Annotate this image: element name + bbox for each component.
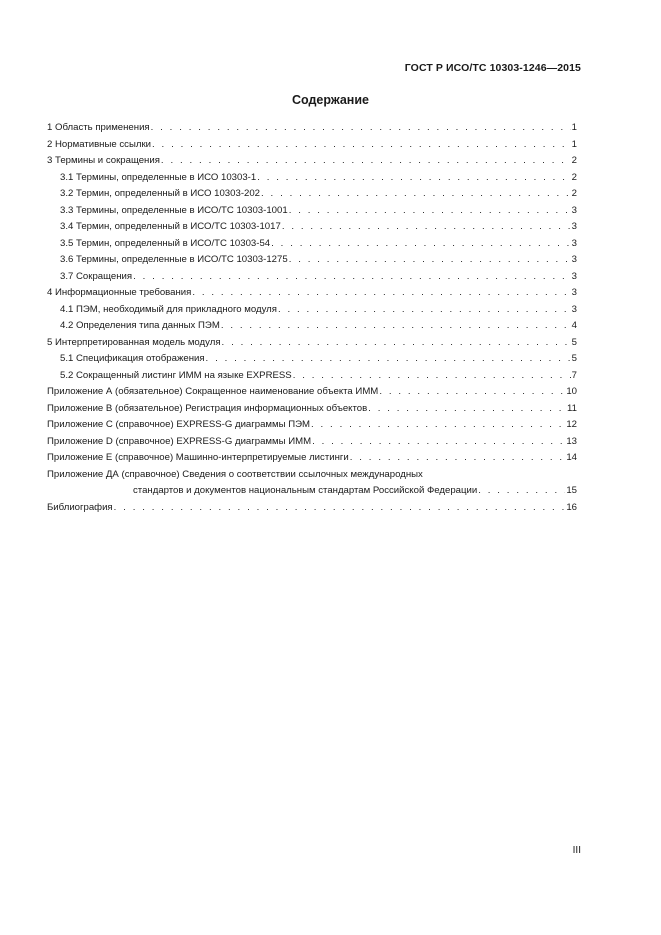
leader-dots <box>293 368 571 385</box>
toc-entry-page: 3 <box>571 254 577 265</box>
toc-entry[interactable] <box>47 137 577 154</box>
leader-dots <box>261 186 571 203</box>
toc-entry-label: 3.6 Термины, определенные в ИСО/ТС 10303-1275 <box>60 254 288 265</box>
toc-entry[interactable] <box>47 335 577 352</box>
toc-entry-page: 3 <box>571 204 577 216</box>
toc-entry-label: 3.4 Термин, определенный в ИСО/ТС 10303-1017 <box>60 221 281 232</box>
toc-entry-label: Приложение D (справочное) EXPRESS-G диаграммы ИММ <box>47 435 312 447</box>
toc-subentry[interactable] <box>47 351 577 368</box>
toc-entry-page: 11 <box>567 402 577 414</box>
toc-entry[interactable] <box>47 153 577 170</box>
toc-entry-page: 2 <box>571 188 577 199</box>
toc-entry-label: 5 Интерпретированная модель модуля <box>47 336 221 348</box>
toc-entry-label: 3.5 Термин, определенный в ИСО/ТС 10303-54 <box>60 237 271 249</box>
toc-subentry[interactable] <box>47 252 577 269</box>
leader-dots <box>222 335 571 352</box>
toc-entry-label: 1 Область применения <box>47 122 150 133</box>
leader-dots <box>221 318 571 335</box>
leader-dots <box>289 252 571 269</box>
toc-entry-annex[interactable] <box>47 434 577 451</box>
toc-subentry[interactable] <box>47 318 577 335</box>
toc-entry-label: 5.1 Спецификация отображения <box>60 353 205 364</box>
leader-dots <box>350 450 566 467</box>
leader-dots <box>282 219 571 236</box>
toc-subentry[interactable] <box>47 170 577 187</box>
document-code: ГОСТ Р ИСО/ТС 10303-1246—2015 <box>404 62 581 74</box>
leader-dots <box>368 401 566 418</box>
toc-entry-page: 13 <box>566 435 577 447</box>
toc-entry-page: 3 <box>571 221 577 232</box>
toc-entry-label: Приложение Е (справочное) Машинно-интерпретируемые листинги <box>47 452 349 463</box>
toc-entry-page: 10 <box>566 386 577 397</box>
toc-entry-page: 7 <box>571 369 577 381</box>
toc-entry-label: Приложение С (справочное) EXPRESS-G диаграммы ПЭМ <box>47 419 310 430</box>
toc-entry-label: 3.2 Термин, определенный в ИСО 10303-202 <box>60 188 261 199</box>
toc-entry-annex[interactable] <box>47 384 577 401</box>
toc-entry-annex[interactable] <box>47 450 577 467</box>
toc-entry-label-line2: стандартов и документов национальным стандартам Российской Федерации <box>133 485 478 496</box>
toc-entry[interactable] <box>47 120 577 137</box>
toc-entry-label: 4.1 ПЭМ, необходимый для прикладного модуля <box>60 303 277 315</box>
leader-dots <box>289 203 571 220</box>
toc-entry-label: 3.1 Термины, определенные в ИСО 10303-1 <box>60 171 257 183</box>
toc-entry-page: 12 <box>566 419 577 430</box>
leader-dots <box>257 170 570 187</box>
toc-entry-label: 3.3 Термины, определенные в ИСО/ТС 10303-1001 <box>60 204 288 216</box>
toc-entry-label: 3.7 Сокращения <box>60 270 133 282</box>
page-number: III <box>572 845 581 856</box>
leader-dots <box>161 153 571 170</box>
toc-entry-label: Приложение В (обязательное) Регистрация информационных объектов <box>47 402 368 414</box>
leader-dots <box>478 483 565 500</box>
leader-dots <box>379 384 565 401</box>
leader-dots <box>133 269 571 286</box>
toc-entry-label-line1: Приложение ДА (справочное) Сведения о соответствии ссылочных международных <box>47 468 423 480</box>
toc-entry-bibliography[interactable] <box>47 500 577 517</box>
toc-entry-label: Библиография <box>47 501 113 513</box>
toc-subentry[interactable] <box>47 236 577 253</box>
toc-entry[interactable] <box>47 285 577 302</box>
leader-dots <box>311 417 565 434</box>
toc-subentry[interactable] <box>47 368 577 385</box>
toc-subentry[interactable] <box>47 269 577 286</box>
toc-entry-page: 3 <box>571 303 577 315</box>
toc-entry-annex[interactable] <box>47 417 577 434</box>
toc-entry-page: 14 <box>566 452 577 463</box>
leader-dots <box>114 500 566 517</box>
leader-dots <box>312 434 565 451</box>
leader-dots <box>151 120 571 137</box>
toc-entry-annex[interactable] <box>47 467 577 500</box>
toc-subentry[interactable] <box>47 302 577 319</box>
leader-dots <box>278 302 571 319</box>
leader-dots <box>271 236 571 253</box>
toc-entry-page: 5 <box>571 336 577 348</box>
leader-dots <box>192 285 570 302</box>
toc-entry-page: 5 <box>571 353 577 364</box>
leader-dots <box>152 137 571 154</box>
toc-entry-page: 16 <box>566 501 577 513</box>
toc-subentry[interactable] <box>47 219 577 236</box>
toc-entry-page: 1 <box>571 138 577 150</box>
toc-entry-label: Приложение А (обязательное) Сокращенное наименование объекта ИММ <box>47 386 379 397</box>
toc-entry-annex[interactable] <box>47 401 577 418</box>
toc-title: Содержание <box>291 93 369 107</box>
toc-entry-label: 3 Термины и сокращения <box>47 155 160 166</box>
toc-entry-label: 5.2 Сокращенный листинг ИММ на языке EXPRESS <box>60 369 292 381</box>
toc-entry-page: 1 <box>571 122 577 133</box>
toc-entry-page: 3 <box>571 237 577 249</box>
toc-entry-page: 15 <box>566 485 577 496</box>
toc-entry-label: 4 Информационные требования <box>47 287 192 298</box>
toc-entry-page: 3 <box>571 270 577 282</box>
toc-subentry[interactable] <box>47 203 577 220</box>
toc-entry-page: 3 <box>571 287 577 298</box>
toc-entry-page: 4 <box>571 320 577 331</box>
table-of-contents <box>47 120 577 516</box>
toc-entry-label: 4.2 Определения типа данных ПЭМ <box>60 320 220 331</box>
toc-entry-page: 2 <box>571 171 577 183</box>
leader-dots <box>206 351 571 368</box>
toc-entry-page: 2 <box>571 155 577 166</box>
toc-subentry[interactable] <box>47 186 577 203</box>
toc-entry-label: 2 Нормативные ссылки <box>47 138 152 150</box>
